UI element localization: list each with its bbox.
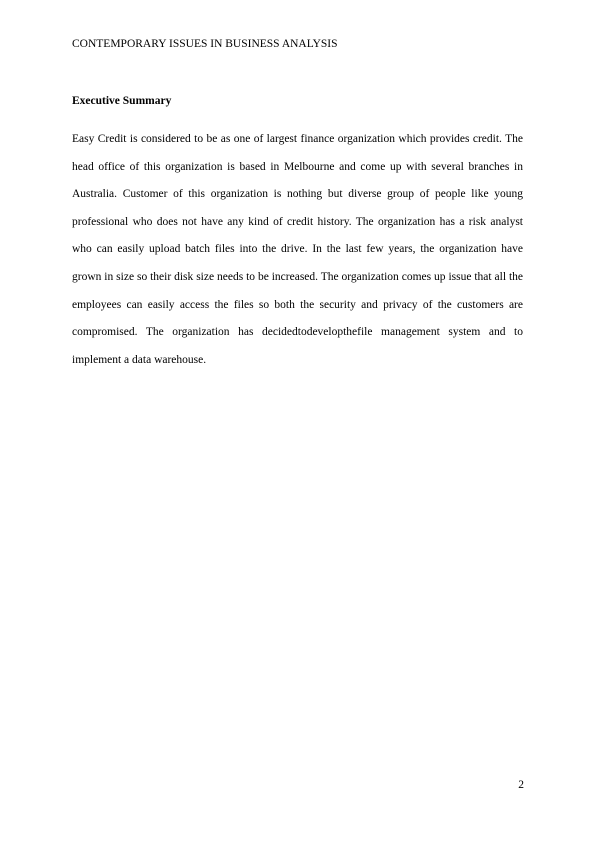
body-paragraph: Easy Credit is considered to be as one of largest finance organization which provides credit. The head office of this organization is based in Melbourne and come up with several branches in Australia. Customer of this organization is nothing but diverse group of people like young professional who does not have any kind of credit history. The organization has a risk analyst who can easily upload batch files into the drive. In the last few years, the organization have grown in size so their disk size needs to be increased. The organization comes up issue that all the employees can easily access the files so both the security and privacy of the customers are compromised. The organization has decidedtodevelopthefile management system and to implement a data warehouse. (72, 133, 523, 366)
section-heading: Executive Summary (72, 95, 172, 107)
running-header: CONTEMPORARY ISSUES IN BUSINESS ANALYSIS (72, 38, 338, 50)
page-number: 2 (518, 779, 524, 791)
